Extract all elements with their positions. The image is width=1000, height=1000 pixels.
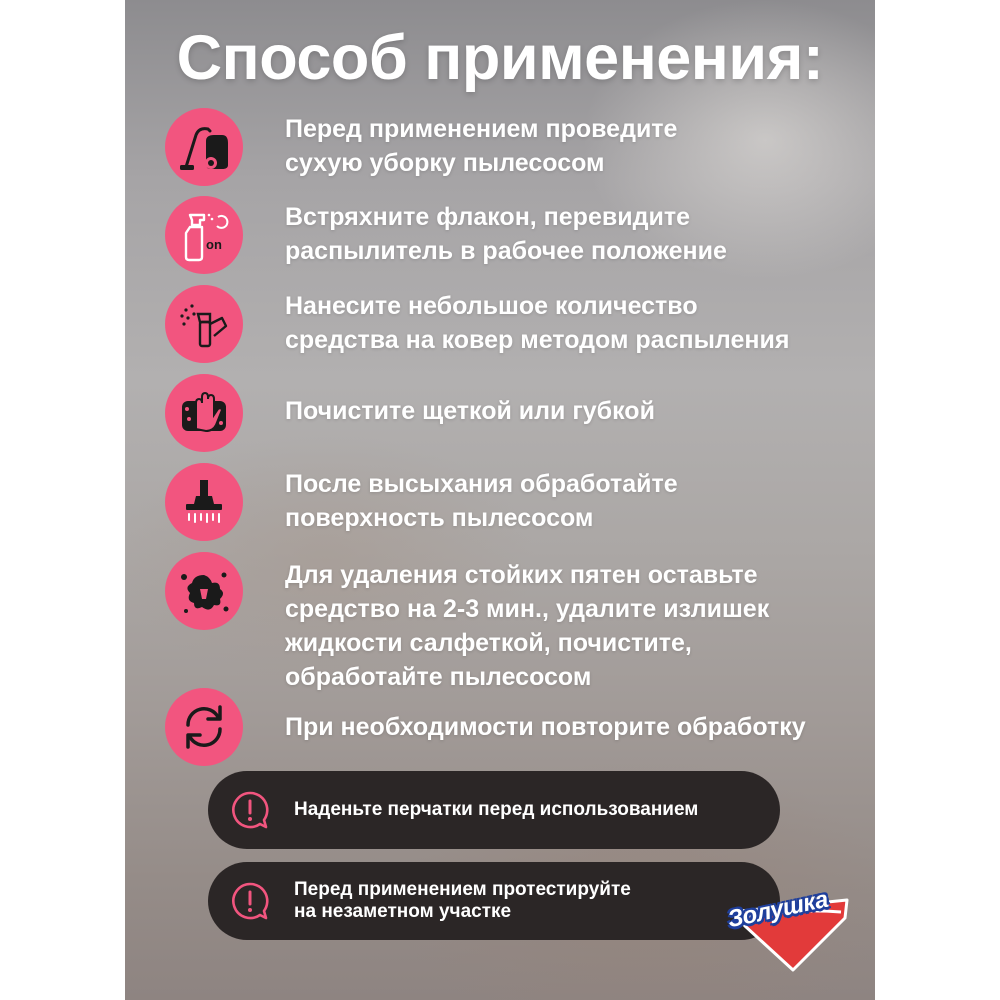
warning-text: Перед применением протестируйте на незаметном участке xyxy=(294,879,631,922)
warning-text: Наденьте перчатки перед использованием xyxy=(294,799,699,820)
step-text: После высыхания обработайте поверхность пылесосом xyxy=(285,470,678,532)
exclamation-bubble-icon xyxy=(230,881,270,921)
page-title: Способ применения: xyxy=(176,23,824,93)
exclamation-bubble-icon xyxy=(230,790,270,830)
step-text: При необходимости повторите обработку xyxy=(285,713,806,741)
spraying-hand-icon xyxy=(165,285,243,363)
warning-gloves xyxy=(208,771,780,849)
step-text: Встряхните флакон, перевидите распылитель в рабочее положение xyxy=(285,203,727,265)
glove-sponge-icon xyxy=(165,374,243,452)
on-label: on xyxy=(206,237,222,252)
logo-text: Золушка xyxy=(725,885,831,934)
step-text: Перед применением проведите сухую уборку пылесосом xyxy=(285,115,678,177)
brand-logo xyxy=(723,878,855,976)
repeat-arrows-icon xyxy=(165,688,243,766)
step-text: Для удаления стойких пятен оставьте средство на 2-3 мин., удалите излишек жидкости салфеткой, почистите, обработайте пылесосом xyxy=(285,561,770,691)
floor-brush-icon xyxy=(165,463,243,541)
spray-bottle-on-icon xyxy=(165,196,243,274)
warning-test xyxy=(208,862,780,940)
vacuum-cleaner-icon xyxy=(165,108,243,186)
step-text: Нанесите небольшое количество средства на ковер методом распыления xyxy=(285,292,790,354)
stain-splash-icon xyxy=(165,552,243,630)
step-text: Почистите щеткой или губкой xyxy=(285,397,655,425)
instruction-panel xyxy=(125,0,875,1000)
